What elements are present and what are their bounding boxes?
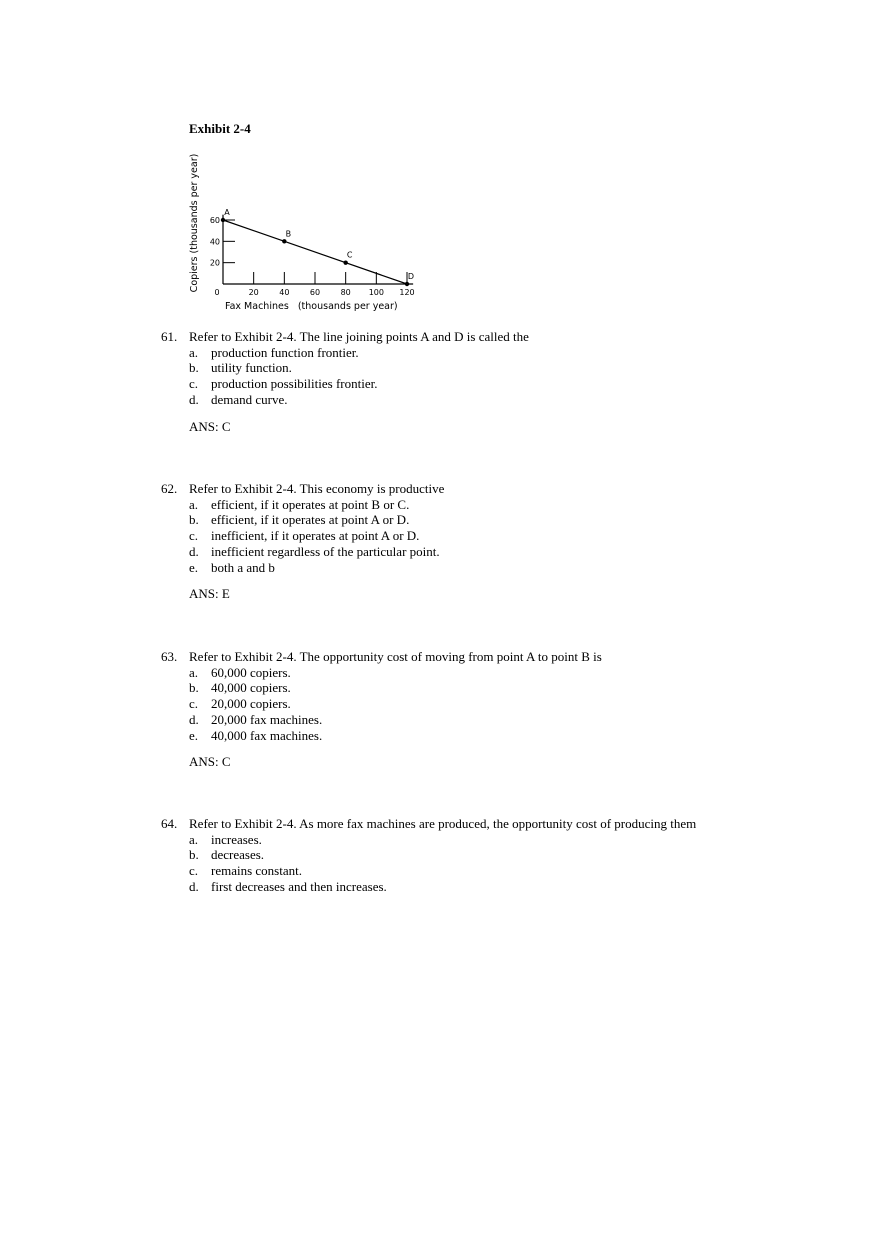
- question-number: 63.: [161, 649, 178, 664]
- x-tick-label: 120: [399, 288, 415, 297]
- x-tick-label: 80: [340, 288, 351, 297]
- question-text: Refer to Exhibit 2-4. The opportunity cost of moving from point A to point B is: [189, 649, 602, 664]
- option-letter: e.: [189, 727, 199, 743]
- question-number: 62.: [161, 481, 178, 496]
- option-text: inefficient, if it operates at point A or D.: [211, 528, 420, 544]
- option-letter: a.: [189, 664, 199, 680]
- option-text: decreases.: [211, 847, 265, 863]
- answer-option: [161, 879, 861, 895]
- data-point: [282, 239, 286, 243]
- option-text: first decreases and then increases.: [211, 878, 387, 894]
- question-61: [161, 329, 861, 434]
- y-tick-label: 40: [209, 237, 220, 247]
- point-label: D: [407, 272, 415, 281]
- option-letter: a.: [189, 496, 199, 512]
- option-text: utility function.: [211, 360, 292, 376]
- option-text: demand curve.: [211, 391, 288, 407]
- option-text: 20,000 copiers.: [211, 696, 291, 712]
- option-text: 60,000 copiers.: [211, 664, 291, 680]
- x-axis-label: Fax Machines (thousands per year): [225, 301, 398, 312]
- question-number: 61.: [161, 329, 178, 344]
- option-text: increases.: [211, 831, 262, 847]
- x-tick-label: 100: [368, 288, 384, 297]
- answer-option: [161, 832, 861, 848]
- question-text: Refer to Exhibit 2-4. As more fax machines are produced, the opportunity cost of producing them: [189, 816, 697, 831]
- answer-option: [161, 528, 861, 544]
- answer-option: [161, 712, 861, 728]
- option-letter: b.: [189, 360, 199, 376]
- exhibit-title: Exhibit 2-4: [189, 121, 251, 136]
- question-62: [161, 481, 861, 602]
- option-text: efficient, if it operates at point B or C.: [211, 496, 410, 512]
- option-letter: a.: [189, 344, 199, 360]
- question-number: 64.: [161, 816, 178, 831]
- question-stem: [161, 329, 861, 345]
- answer-key: ANS: E: [189, 586, 230, 602]
- x-tick-label: 0: [214, 288, 220, 297]
- answer-option: [161, 863, 861, 879]
- option-text: inefficient regardless of the particular point.: [211, 543, 440, 559]
- option-letter: e.: [189, 559, 199, 575]
- x-tick-label: 40: [279, 288, 290, 297]
- question-64: [161, 816, 861, 895]
- answer-option: [161, 392, 861, 408]
- answer-option: [161, 376, 861, 392]
- option-letter: a.: [189, 831, 199, 847]
- option-letter: d.: [189, 391, 199, 407]
- option-letter: d.: [189, 878, 199, 894]
- data-point: [221, 218, 225, 222]
- answer-option: [161, 696, 861, 712]
- option-letter: b.: [189, 847, 199, 863]
- answer-option: [161, 345, 861, 361]
- y-axis-label: Copiers (thousands per year): [189, 153, 200, 293]
- option-text: production function frontier.: [211, 344, 359, 360]
- ppf-chart: [185, 143, 425, 318]
- answer-option: [161, 544, 861, 560]
- answer-option: [161, 728, 861, 744]
- option-letter: d.: [189, 711, 199, 727]
- answer-key: ANS: C: [189, 754, 231, 770]
- y-tick-label: 20: [209, 258, 220, 268]
- x-tick-label: 20: [248, 288, 259, 297]
- option-text: 20,000 fax machines.: [211, 711, 323, 727]
- answer-option: [161, 497, 861, 513]
- option-letter: c.: [189, 863, 199, 879]
- answer-key: ANS: C: [189, 418, 231, 434]
- answer-option: [161, 847, 861, 863]
- data-point: [405, 282, 409, 286]
- question-stem: [161, 481, 861, 497]
- option-letter: c.: [189, 376, 199, 392]
- answer-option: [161, 665, 861, 681]
- option-letter: d.: [189, 543, 199, 559]
- option-letter: c.: [189, 696, 199, 712]
- option-text: efficient, if it operates at point A or D.: [211, 512, 410, 528]
- data-point: [343, 260, 347, 264]
- question-stem: [161, 816, 861, 832]
- option-text: 40,000 fax machines.: [211, 727, 323, 743]
- option-letter: c.: [189, 528, 199, 544]
- point-label: B: [285, 229, 292, 239]
- x-tick-label: 60: [309, 288, 321, 297]
- question-stem: [161, 649, 861, 665]
- question-text: Refer to Exhibit 2-4. The line joining points A and D is called the: [189, 329, 529, 344]
- answer-option: [161, 360, 861, 376]
- point-label: C: [346, 250, 353, 260]
- option-letter: b.: [189, 680, 199, 696]
- y-tick-label: 60: [209, 216, 220, 225]
- option-text: production possibilities frontier.: [211, 376, 378, 392]
- point-label: A: [224, 208, 230, 217]
- option-letter: b.: [189, 512, 199, 528]
- answer-option: [161, 512, 861, 528]
- answer-option: [161, 560, 861, 576]
- option-text: 40,000 copiers.: [211, 680, 291, 696]
- question-text: Refer to Exhibit 2-4. This economy is productive: [189, 481, 445, 496]
- option-text: both a and b: [211, 559, 275, 575]
- answer-option: [161, 680, 861, 696]
- question-63: [161, 649, 861, 770]
- option-text: remains constant.: [211, 863, 302, 879]
